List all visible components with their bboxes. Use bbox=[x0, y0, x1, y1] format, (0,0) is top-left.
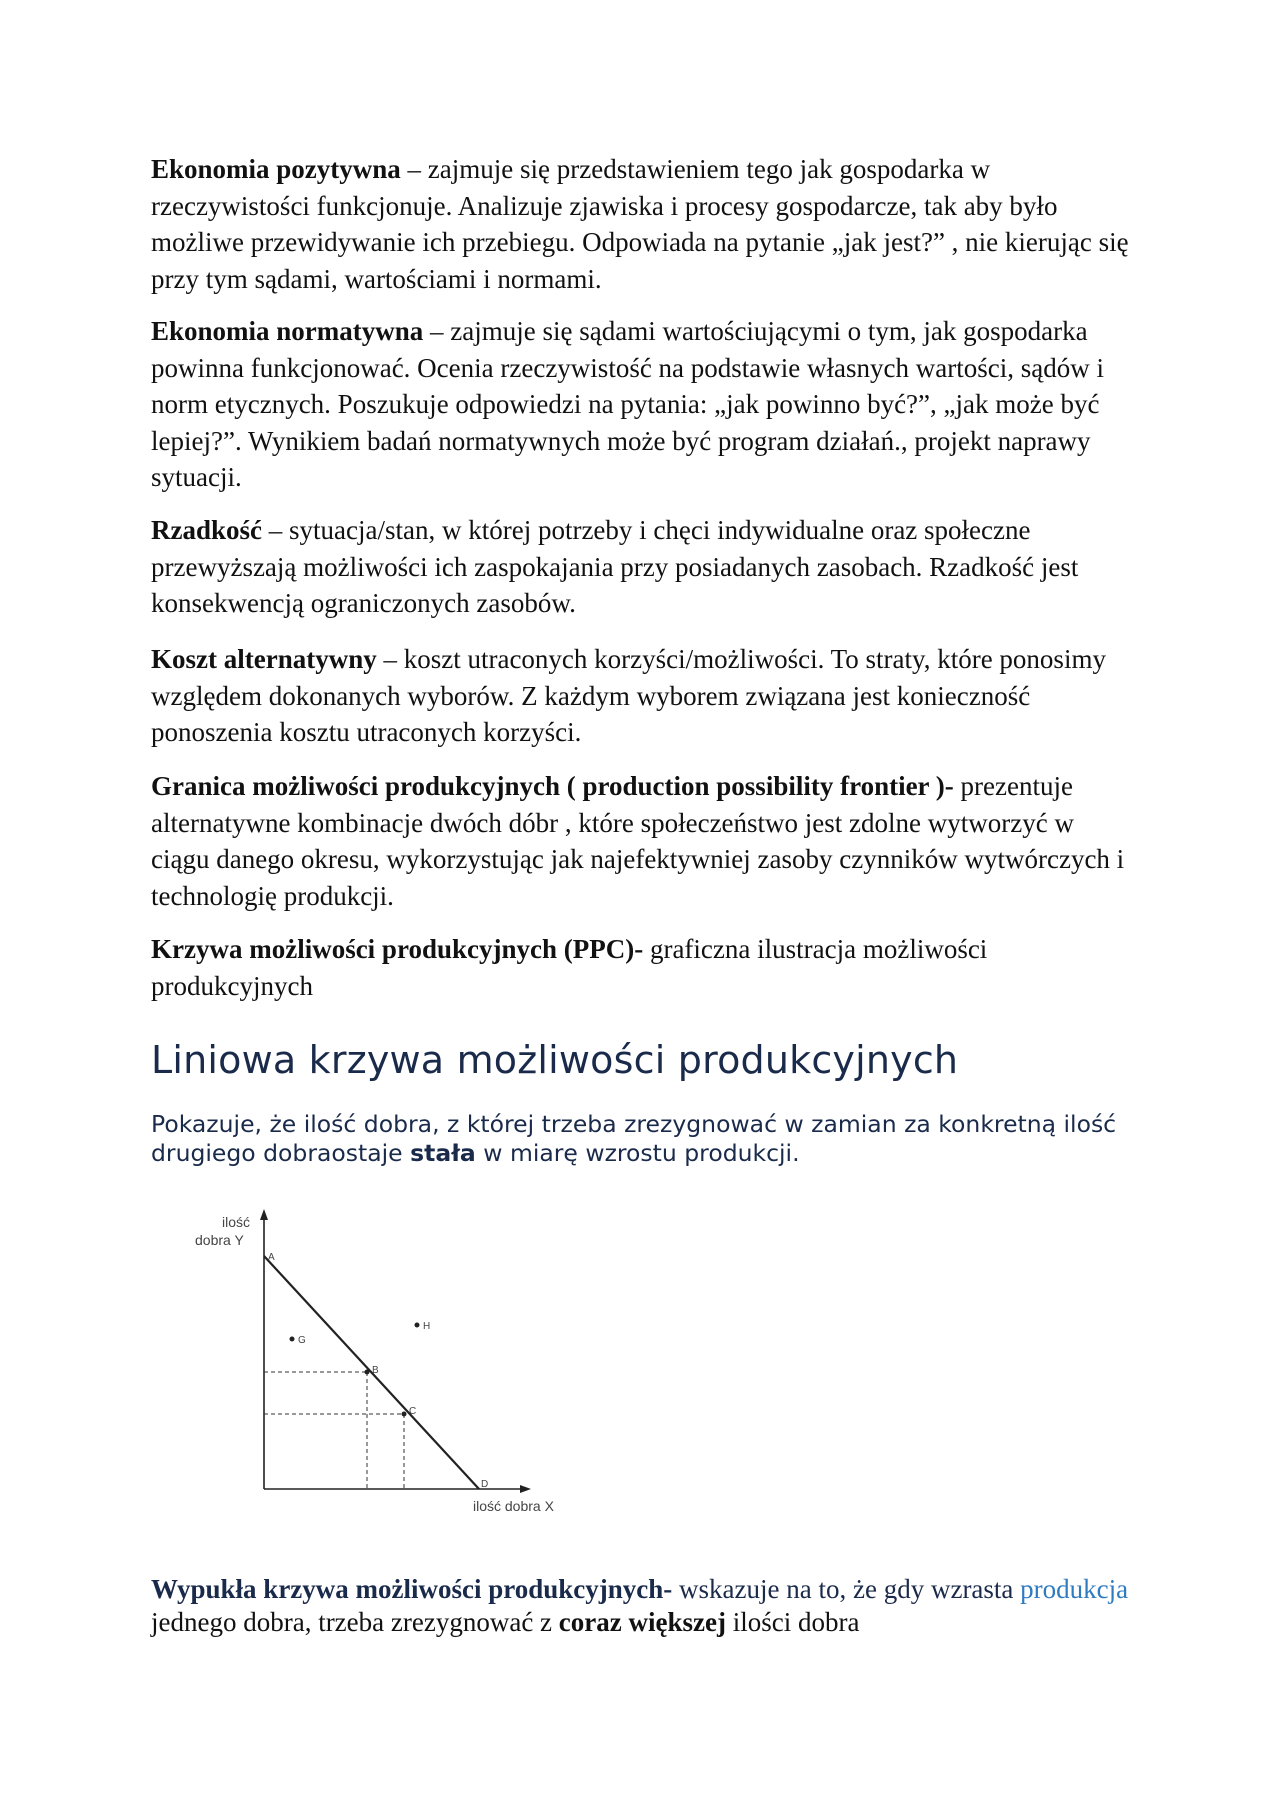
convex-ppc-text-3: ilości dobra bbox=[725, 1607, 860, 1637]
point-h bbox=[415, 1323, 420, 1328]
y-axis-label-line1: ilość bbox=[222, 1214, 251, 1230]
lead-text-before: Pokazuje, że ilość dobra, z której trzeba zrezygnować w zamian za konkretną ilość drugiego dobraostaje bbox=[151, 1110, 1117, 1167]
term-opportunity-cost: Koszt alternatywny bbox=[151, 644, 377, 674]
lead-bold: stała bbox=[410, 1139, 476, 1167]
section-lead bbox=[151, 1110, 1131, 1168]
term-positive-economics: Ekonomia pozytywna bbox=[151, 154, 401, 184]
link-produkcja[interactable]: produkcja bbox=[1020, 1574, 1129, 1604]
definition-ppc: graficzna ilustracja możliwości produkcyjnych bbox=[151, 934, 988, 1001]
definition-ppf: prezentuje alternatywne kombinacje dwóch dóbr , które społeczeństwo jest zdolne wytworzyć w ciągu danego okresu, wykorzystując jak najefektywniej zasoby czynników wytwórczych i technologię produkcji. bbox=[151, 771, 1125, 911]
lead-text-after: w miarę wzrostu produkcji. bbox=[475, 1139, 800, 1167]
term-ppf: Granica możliwości produkcyjnych ( production possibility frontier )- bbox=[151, 771, 954, 801]
x-axis-arrow bbox=[520, 1485, 531, 1493]
paragraph-ppc bbox=[151, 931, 1131, 1004]
y-axis-arrow bbox=[260, 1209, 268, 1220]
convex-ppc-bold: coraz większej bbox=[558, 1607, 726, 1637]
point-label-d: D bbox=[481, 1479, 489, 1490]
convex-ppc-text-2: jednego dobra, trzeba zrezygnować z bbox=[151, 1607, 559, 1637]
y-axis-label-line2: dobra Y bbox=[195, 1232, 244, 1248]
term-ppc: Krzywa możliwości produkcyjnych (PPC)- bbox=[151, 934, 644, 964]
definition-normative-economics: – zajmuje się sądami wartościującymi o tym, jak gospodarka powinna funkcjonować. Ocenia rzeczywistość na podstawie własnych wartości, sądów i norm etycznych. Poszukuje odpowiedzi na pytania: „jak powinno być?”, „jak może być lepiej?”. Wynikiem badań normatywnych może być program działań., projekt naprawy sytuacji. bbox=[151, 316, 1104, 492]
section-heading: Liniowa krzywa możliwości produkcyjnych bbox=[151, 1038, 959, 1082]
paragraph-scarcity bbox=[151, 512, 1131, 622]
term-scarcity: Rzadkość bbox=[151, 515, 263, 545]
x-axis-label: ilość dobra X bbox=[473, 1498, 554, 1514]
term-convex-ppc: Wypukła krzywa możliwości produkcyjnych- bbox=[151, 1574, 673, 1604]
definition-scarcity: – sytuacja/stan, w której potrzeby i chęci indywidualne oraz społeczne przewyższają możliwości ich zaspokajania przy posiadanych zasobach. Rzadkość jest konsekwencją ograniczonych zasobów. bbox=[151, 515, 1079, 618]
point-label-b: B bbox=[372, 1365, 379, 1376]
ppc-linear-diagram bbox=[185, 1205, 585, 1535]
point-g bbox=[290, 1337, 295, 1342]
term-normative-economics: Ekonomia normatywna bbox=[151, 316, 424, 346]
point-b bbox=[365, 1370, 370, 1375]
paragraph-opportunity-cost bbox=[151, 641, 1131, 751]
paragraph-convex-ppc bbox=[151, 1573, 1131, 1639]
point-label-c: C bbox=[409, 1406, 417, 1417]
point-label-a: A bbox=[268, 1252, 275, 1263]
definition-opportunity-cost: – koszt utraconych korzyści/możliwości. To straty, które ponosimy względem dokonanych wyborów. Z każdym wyborem związana jest konieczność ponoszenia kosztu utraconych korzyści. bbox=[151, 644, 1106, 747]
point-c bbox=[402, 1412, 407, 1417]
point-label-g: G bbox=[298, 1335, 306, 1346]
definition-positive-economics: – zajmuje się przedstawieniem tego jak gospodarka w rzeczywistości funkcjonuje. Analizuje zjawiska i procesy gospodarcze, tak aby było możliwe przewidywanie ich przebiegu. Odpowiada na pytanie „jak jest?” , nie kierując się przy tym sądami, wartościami i normami. bbox=[151, 154, 1129, 294]
paragraph-positive-economics bbox=[151, 151, 1131, 297]
point-label-h: H bbox=[423, 1321, 431, 1332]
convex-ppc-text-1: wskazuje na to, że gdy wzrasta bbox=[672, 1574, 1021, 1604]
paragraph-normative-economics bbox=[151, 313, 1131, 496]
paragraph-ppf bbox=[151, 768, 1131, 914]
